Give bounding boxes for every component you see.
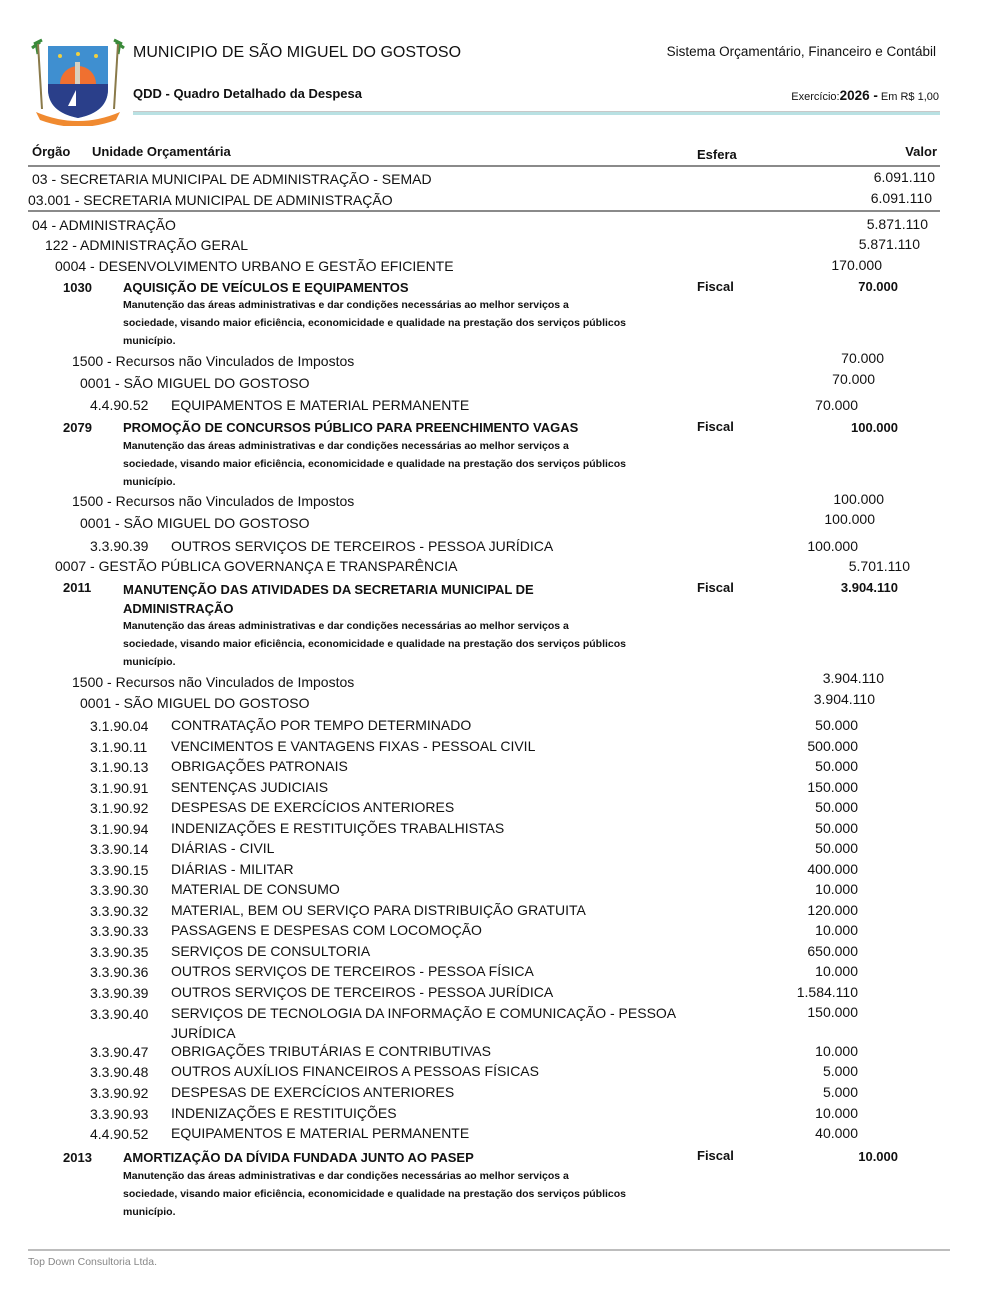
action-title-continued: ADMINISTRAÇÃO (123, 601, 234, 616)
item-code: 3.1.90.13 (90, 759, 149, 775)
item-description: OBRIGAÇÕES PATRONAIS (171, 758, 348, 774)
action-value: 100.000 (851, 420, 898, 435)
item-code: 3.3.90.36 (90, 964, 149, 980)
action-value: 3.904.110 (840, 580, 898, 595)
action-description (123, 1167, 683, 1221)
item-value: 10.000 (815, 963, 858, 979)
system-name: Sistema Orçamentário, Financeiro e Contábil (666, 44, 936, 59)
item-code: 3.1.90.94 (90, 821, 149, 837)
item-description: CONTRATAÇÃO POR TEMPO DETERMINADO (171, 717, 472, 733)
item-description: OBRIGAÇÕES TRIBUTÁRIAS E CONTRIBUTIVAS (171, 1043, 491, 1059)
description-line: município. (123, 1206, 176, 1218)
item-description: EQUIPAMENTOS E MATERIAL PERMANENTE (171, 1125, 470, 1141)
description-line: município. (123, 335, 176, 347)
orgao-value: 6.091.110 (873, 169, 935, 185)
action-value: 10.000 (858, 1149, 898, 1164)
column-header-valor: Valor (905, 144, 937, 159)
item-code: 3.1.90.92 (90, 800, 149, 816)
item-value: 10.000 (815, 881, 858, 897)
item-description: OUTROS AUXÍLIOS FINANCEIROS A PESSOAS FÍSICAS (171, 1063, 539, 1079)
action-esfera: Fiscal (697, 279, 734, 294)
item-value: 5.000 (822, 1084, 858, 1100)
local-label: 0001 - SÃO MIGUEL DO GOSTOSO (80, 695, 310, 711)
column-header-orgao: Órgão (32, 144, 71, 159)
item-value: 120.000 (807, 902, 858, 918)
description-line: município. (123, 476, 176, 488)
action-description (123, 296, 683, 350)
item-description: SERVIÇOS DE TECNOLOGIA DA INFORMAÇÃO E COMUNICAÇÃO - PESSOA (171, 1005, 677, 1021)
item-code: 3.3.90.92 (90, 1085, 149, 1101)
item-value: 500.000 (807, 738, 858, 754)
item-code: 3.3.90.39 (90, 538, 149, 554)
item-code: 3.3.90.30 (90, 882, 149, 898)
item-code: 3.3.90.14 (90, 841, 149, 857)
column-header-divider (28, 165, 940, 167)
unidade-divider (28, 210, 940, 212)
local-label: 0001 - SÃO MIGUEL DO GOSTOSO (80, 375, 310, 391)
item-code: 3.1.90.91 (90, 780, 149, 796)
description-line: sociedade, visando maior eficiência, economicidade e qualidade na prestação dos serviços públicos (123, 458, 627, 470)
action-code: 2013 (63, 1150, 92, 1165)
action-description (123, 617, 683, 671)
local-value: 100.000 (824, 511, 875, 527)
item-code: 3.3.90.35 (90, 944, 149, 960)
item-description: DIÁRIAS - CIVIL (171, 840, 275, 856)
item-value: 40.000 (815, 1125, 858, 1141)
item-value: 50.000 (815, 799, 858, 815)
item-value: 10.000 (815, 922, 858, 938)
fonte-label: 1500 - Recursos não Vinculados de Impostos (72, 674, 355, 690)
description-line: Manutenção das áreas administrativas e dar condições necessárias ao melhor serviços a (123, 1170, 569, 1182)
funcao-label: 04 - ADMINISTRAÇÃO (32, 217, 176, 233)
funcao-value: 5.871.110 (866, 216, 928, 232)
action-title: AMORTIZAÇÃO DA DÍVIDA FUNDADA JUNTO AO PASEP (123, 1150, 474, 1165)
action-value: 70.000 (858, 279, 898, 294)
subfuncao-value: 5.871.110 (858, 236, 920, 252)
exercise-year: 2026 - (839, 88, 878, 103)
local-label: 0001 - SÃO MIGUEL DO GOSTOSO (80, 515, 310, 531)
item-description: INDENIZAÇÕES E RESTITUIÇÕES (171, 1105, 397, 1121)
program-label: 0004 - DESENVOLVIMENTO URBANO E GESTÃO EFICIENTE (55, 258, 454, 274)
item-description: SENTENÇAS JUDICIAIS (171, 779, 329, 795)
exercise-info (791, 88, 939, 103)
fonte-label: 1500 - Recursos não Vinculados de Impostos (72, 353, 355, 369)
description-line: Manutenção das áreas administrativas e dar condições necessárias ao melhor serviços a (123, 440, 569, 452)
item-value: 50.000 (815, 840, 858, 856)
item-value: 50.000 (815, 758, 858, 774)
item-code: 3.3.90.32 (90, 903, 149, 919)
currency-note: Em R$ 1,00 (880, 91, 939, 103)
municipality-name: MUNICIPIO DE SÃO MIGUEL DO GOSTOSO (133, 44, 462, 61)
fonte-label: 1500 - Recursos não Vinculados de Impostos (72, 493, 355, 509)
item-description: EQUIPAMENTOS E MATERIAL PERMANENTE (171, 397, 470, 413)
item-code: 3.1.90.04 (90, 718, 149, 734)
program-label: 0007 - GESTÃO PÚBLICA GOVERNANÇA E TRANSPARÊNCIA (55, 558, 458, 574)
action-esfera: Fiscal (697, 419, 734, 434)
item-code: 4.4.90.52 (90, 1126, 149, 1142)
description-line: sociedade, visando maior eficiência, economicidade e qualidade na prestação dos serviços públicos (123, 638, 627, 650)
action-code: 1030 (63, 280, 92, 295)
local-value: 70.000 (832, 371, 875, 387)
action-title: MANUTENÇÃO DAS ATIVIDADES DA SECRETARIA MUNICIPAL DE (123, 582, 534, 597)
item-description: VENCIMENTOS E VANTAGENS FIXAS - PESSOAL CIVIL (171, 738, 536, 754)
municipal-coat-of-arms-logo (28, 34, 128, 126)
item-value: 150.000 (807, 779, 858, 795)
fonte-value: 3.904.110 (822, 670, 884, 686)
item-code: 3.3.90.15 (90, 862, 149, 878)
item-code: 3.3.90.39 (90, 985, 149, 1001)
item-value: 5.000 (822, 1063, 858, 1079)
fonte-value: 70.000 (841, 350, 884, 366)
item-code: 3.3.90.48 (90, 1064, 149, 1080)
item-description: DESPESAS DE EXERCÍCIOS ANTERIORES (171, 799, 455, 815)
action-esfera: Fiscal (697, 580, 734, 595)
description-line: Manutenção das áreas administrativas e dar condições necessárias ao melhor serviços a (123, 620, 569, 632)
item-value: 10.000 (815, 1043, 858, 1059)
item-description: PASSAGENS E DESPESAS COM LOCOMOÇÃO (171, 922, 482, 938)
item-value: 70.000 (815, 397, 858, 413)
item-code: 3.3.90.47 (90, 1044, 149, 1060)
footer-company: Top Down Consultoria Ltda. (28, 1256, 157, 1268)
item-value: 1.584.110 (796, 984, 858, 1000)
item-value: 150.000 (807, 1004, 858, 1020)
column-header-unidade: Unidade Orçamentária (92, 144, 231, 159)
description-line: município. (123, 656, 176, 668)
item-code: 3.3.90.33 (90, 923, 149, 939)
unidade-value: 6.091.110 (870, 190, 932, 206)
item-value: 10.000 (815, 1105, 858, 1121)
orgao-label: 03 - SECRETARIA MUNICIPAL DE ADMINISTRAÇÃO - SEMAD (32, 171, 432, 187)
report-title: QDD - Quadro Detalhado da Despesa (133, 86, 362, 101)
item-code: 3.1.90.11 (90, 739, 148, 755)
item-description: DESPESAS DE EXERCÍCIOS ANTERIORES (171, 1084, 455, 1100)
action-title: AQUISIÇÃO DE VEÍCULOS E EQUIPAMENTOS (123, 280, 409, 295)
item-value: 400.000 (807, 861, 858, 877)
footer-divider (28, 1249, 950, 1251)
item-value: 50.000 (815, 820, 858, 836)
action-title: PROMOÇÃO DE CONCURSOS PÚBLICO PARA PREENCHIMENTO VAGAS (123, 420, 579, 435)
item-description: SERVIÇOS DE CONSULTORIA (171, 943, 371, 959)
item-description: MATERIAL, BEM OU SERVIÇO PARA DISTRIBUIÇÃO GRATUITA (171, 902, 586, 918)
program-value: 170.000 (831, 257, 882, 273)
header-divider (133, 111, 940, 115)
item-description: OUTROS SERVIÇOS DE TERCEIROS - PESSOA JURÍDICA (171, 984, 554, 1000)
item-description-continued: JURÍDICA (171, 1025, 236, 1041)
item-value: 50.000 (815, 717, 858, 733)
item-code: 3.3.90.40 (90, 1006, 149, 1022)
action-esfera: Fiscal (697, 1148, 734, 1163)
item-description: OUTROS SERVIÇOS DE TERCEIROS - PESSOA JURÍDICA (171, 538, 554, 554)
exercise-label: Exercício: (791, 91, 840, 103)
description-line: sociedade, visando maior eficiência, economicidade e qualidade na prestação dos serviços públicos (123, 317, 627, 329)
subfuncao-label: 122 - ADMINISTRAÇÃO GERAL (45, 237, 249, 253)
action-code: 2011 (63, 580, 92, 595)
fonte-value: 100.000 (833, 491, 884, 507)
description-line: Manutenção das áreas administrativas e dar condições necessárias ao melhor serviços a (123, 299, 569, 311)
unidade-label: 03.001 - SECRETARIA MUNICIPAL DE ADMINISTRAÇÃO (28, 192, 393, 208)
program-value: 5.701.110 (848, 558, 910, 574)
action-code: 2079 (63, 420, 92, 435)
item-code: 3.3.90.93 (90, 1106, 149, 1122)
item-code: 4.4.90.52 (90, 397, 149, 413)
description-line: sociedade, visando maior eficiência, economicidade e qualidade na prestação dos serviços públicos (123, 1188, 627, 1200)
column-header-esfera: Esfera (697, 147, 737, 162)
action-description (123, 437, 683, 491)
item-description: INDENIZAÇÕES E RESTITUIÇÕES TRABALHISTAS (171, 820, 505, 836)
item-description: OUTROS SERVIÇOS DE TERCEIROS - PESSOA FÍSICA (171, 963, 534, 979)
item-value: 100.000 (807, 538, 858, 554)
item-description: DIÁRIAS - MILITAR (171, 861, 294, 877)
local-value: 3.904.110 (813, 691, 875, 707)
item-value: 650.000 (807, 943, 858, 959)
item-description: MATERIAL DE CONSUMO (171, 881, 340, 897)
